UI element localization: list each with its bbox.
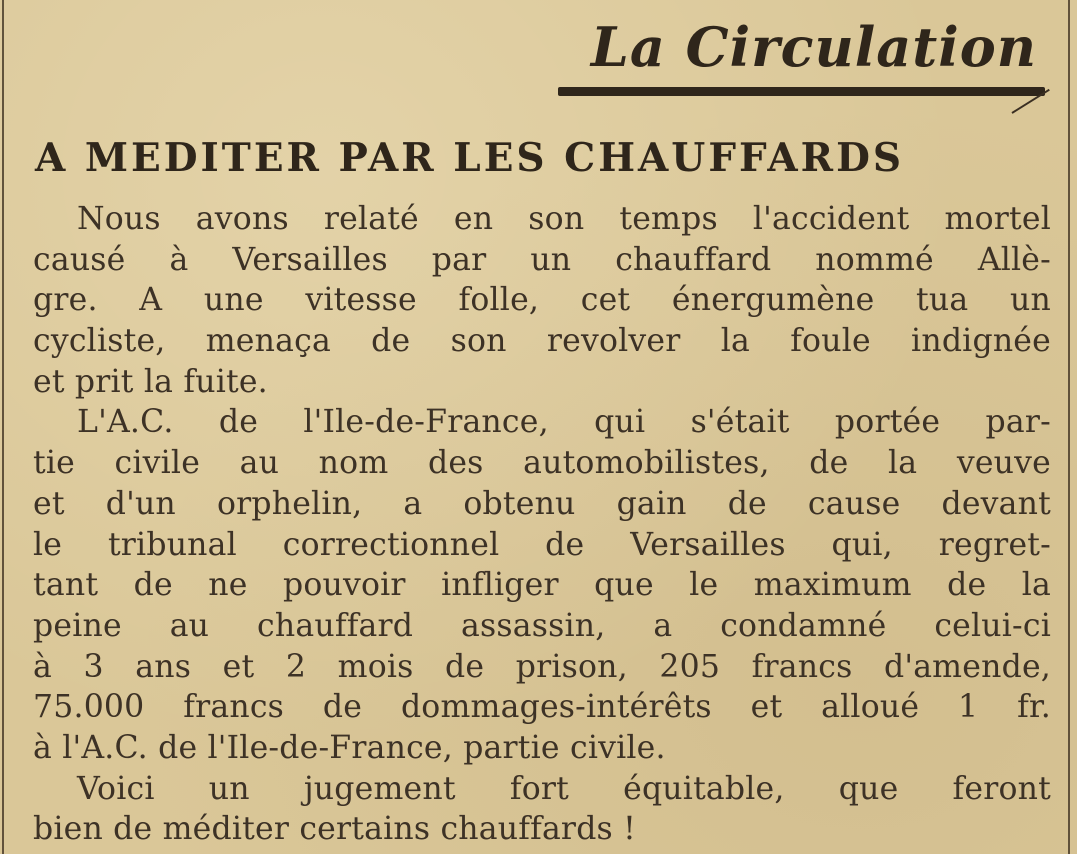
article-body bbox=[33, 199, 1051, 850]
text-line: causé à Versailles par un chauffard nommé Allè- bbox=[33, 241, 1051, 278]
text-line: tie civile au nom des automobilistes, de la veuve bbox=[33, 445, 1051, 482]
text-line: à l'A.C. de l'Ile-de-France, partie civile. bbox=[33, 729, 666, 766]
text-line: le tribunal correctionnel de Versailles qui, regret- bbox=[33, 526, 1051, 563]
article-headline: A MEDITER PAR LES CHAUFFARDS bbox=[35, 135, 905, 181]
text-line: gre. A une vitesse folle, cet énergumène tua un bbox=[33, 282, 1051, 319]
text-line: à 3 ans et 2 mois de prison, 205 francs d'amende, bbox=[33, 648, 1051, 685]
section-title-underline bbox=[558, 87, 1045, 96]
text-line: et d'un orphelin, a obtenu gain de cause devant bbox=[33, 485, 1051, 522]
text-line: L'A.C. de l'Ile-de-France, qui s'était portée par- bbox=[77, 404, 1051, 441]
text-line: Nous avons relaté en son temps l'accident mortel bbox=[77, 201, 1051, 237]
text-line: cycliste, menaça de son revolver la foule indignée bbox=[33, 323, 1051, 360]
column-rule-right bbox=[1068, 0, 1070, 854]
section-title: La Circulation bbox=[590, 15, 1037, 79]
column-rule-left bbox=[2, 0, 4, 854]
text-line: tant de ne pouvoir infliger que le maximum de la bbox=[33, 567, 1051, 604]
text-line: Voici un jugement fort équitable, que feront bbox=[77, 770, 1051, 807]
text-line: bien de méditer certains chauffards ! bbox=[33, 811, 636, 848]
text-line: et prit la fuite. bbox=[33, 363, 268, 400]
text-line: peine au chauffard assassin, a condamné celui-ci bbox=[33, 607, 1051, 644]
text-line: 75.000 francs de dommages-intérêts et alloué 1 fr. bbox=[33, 689, 1051, 726]
